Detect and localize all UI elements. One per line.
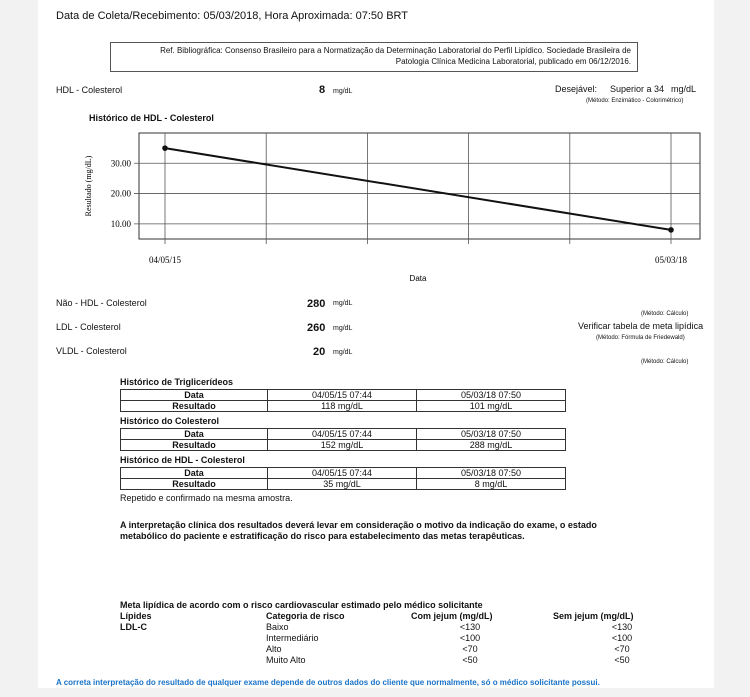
nonhdl-method: (Método: Cálculo) — [641, 311, 689, 317]
interpretation-line-2: metabólico do paciente e estratificação do risco para estabelecimento das metas terapêuticas. — [120, 531, 525, 541]
meta-sem-jejum-column — [592, 622, 652, 666]
table-cell: 118 mg/dL — [268, 401, 417, 412]
reference-line-1: Ref. Bibliográfica: Consenso Brasileiro para a Normatização da Determinação Laboratorial do Perfil Lipídico. Sociedade Brasileira de — [160, 46, 631, 55]
table-cell: Resultado — [121, 479, 268, 490]
table-row — [121, 390, 566, 401]
table-row — [121, 440, 566, 451]
table-row — [121, 429, 566, 440]
table-row — [121, 468, 566, 479]
y-axis-label: Resultado (mg/dL) — [84, 155, 93, 217]
chol-history-title: Histórico do Colesterol — [120, 416, 220, 426]
chart-frame — [139, 133, 700, 239]
nonhdl-unit: mg/dL — [333, 300, 353, 307]
trig-history-title: Histórico de Triglicerídeos — [120, 377, 234, 387]
meta-com-jejum-column — [440, 622, 500, 666]
ldl-value: 260 — [307, 322, 326, 334]
meta-sem-jejum: <130 — [611, 622, 633, 632]
y-tick-label: 30.00 — [110, 158, 131, 169]
data-point — [668, 227, 674, 233]
table-cell: Resultado — [121, 440, 268, 451]
collection-date: Data de Coleta/Recebimento: 05/03/2018, Hora Aproximada: 07:50 BRT — [56, 10, 409, 22]
vldl-label: VLDL - Colesterol — [56, 346, 127, 356]
x-axis-label: Data — [409, 274, 427, 283]
nonhdl-value: 280 — [307, 298, 326, 310]
meta-category: Muito Alto — [266, 655, 306, 665]
y-tick-label: 10.00 — [110, 218, 131, 229]
hdl-history-chart — [0, 0, 750, 300]
chol-history-table — [120, 428, 566, 451]
y-tick-label: 20.00 — [110, 188, 131, 199]
nonhdl-label: Não - HDL - Colesterol — [56, 298, 147, 308]
hdl-value: 8 — [319, 84, 326, 96]
vldl-method: (Método: Cálculo) — [641, 359, 689, 365]
table-row — [121, 479, 566, 490]
meta-category-column — [266, 622, 319, 666]
table-cell: 35 mg/dL — [268, 479, 417, 490]
meta-header-sem-jejum: Sem jejum (mg/dL) — [553, 611, 634, 621]
meta-category: Baixo — [266, 622, 289, 632]
data-point — [162, 145, 168, 151]
ldl-label: LDL - Colesterol — [56, 322, 121, 332]
interpretation-line-1: A interpretação clínica dos resultados deverá levar em consideração o motivo da indicação do exame, o estado — [120, 520, 597, 530]
hdl-desired-value: Superior a 34 — [610, 84, 665, 94]
ldl-method: (Método: Fórmula de Friedewald) — [596, 335, 685, 341]
table-cell: 04/05/15 07:44 — [268, 390, 417, 401]
meta-sem-jejum: <50 — [614, 655, 630, 665]
table-cell: Data — [121, 429, 268, 440]
x-tick-label: 04/05/15 — [148, 255, 182, 265]
footer-disclaimer: A correta interpretação do resultado de qualquer exame depende de outros dados do cliente que normalmente, só o médico solicitante possui. — [56, 678, 600, 687]
hdl-unit: mg/dL — [333, 88, 353, 95]
series-line — [165, 148, 671, 230]
ldl-unit: mg/dL — [333, 325, 353, 332]
table-cell: 101 mg/dL — [417, 401, 566, 412]
vldl-value: 20 — [313, 346, 326, 358]
meta-title: Meta lipídica de acordo com o risco cardiovascular estimado pelo médico solicitante — [120, 600, 483, 610]
meta-com-jejum: <130 — [459, 622, 481, 632]
meta-com-jejum: <100 — [459, 633, 481, 643]
hdl-history-table — [120, 467, 566, 490]
table-cell: 04/05/15 07:44 — [268, 468, 417, 479]
table-cell: 152 mg/dL — [268, 440, 417, 451]
hdl-history-title: Histórico de HDL - Colesterol — [120, 455, 245, 465]
table-cell: Data — [121, 390, 268, 401]
table-cell: 05/03/18 07:50 — [417, 429, 566, 440]
meta-header-categoria: Categoria de risco — [266, 611, 345, 621]
table-cell: 288 mg/dL — [417, 440, 566, 451]
meta-header-com-jejum: Com jejum (mg/dL) — [411, 611, 493, 621]
table-cell: 04/05/15 07:44 — [268, 429, 417, 440]
chart-title: Histórico de HDL - Colesterol — [89, 113, 214, 123]
hdl-label: HDL - Colesterol — [56, 85, 123, 95]
table-cell: Resultado — [121, 401, 268, 412]
table-cell: 05/03/18 07:50 — [417, 468, 566, 479]
meta-sem-jejum: <70 — [614, 644, 630, 654]
hdl-method: (Método: Enzimático - Colorimétrico) — [586, 98, 684, 104]
hdl-desired-label: Desejável: — [555, 84, 598, 94]
table-cell: Data — [121, 468, 268, 479]
meta-com-jejum: <50 — [462, 655, 478, 665]
trig-history-table — [120, 389, 566, 412]
ldl-note: Verificar tabela de meta lipídica — [578, 321, 704, 331]
table-row — [121, 401, 566, 412]
hdl-desired-unit: mg/dL — [671, 84, 697, 94]
x-tick-label: 05/03/18 — [654, 255, 688, 265]
meta-category: Intermediário — [266, 633, 319, 643]
meta-com-jejum: <70 — [462, 644, 478, 654]
vldl-unit: mg/dL — [333, 349, 353, 356]
table-cell: 8 mg/dL — [417, 479, 566, 490]
repeat-note: Repetido e confirmado na mesma amostra. — [120, 493, 293, 503]
meta-header-lipides: Lípides — [120, 611, 152, 621]
meta-lipid: LDL-C — [120, 622, 147, 632]
table-cell: 05/03/18 07:50 — [417, 390, 566, 401]
reference-line-2: Patologia Clínica Medicina Laboratorial, publicado em 06/12/2016. — [395, 57, 631, 66]
meta-category: Alto — [266, 644, 282, 654]
meta-sem-jejum: <100 — [611, 633, 633, 643]
